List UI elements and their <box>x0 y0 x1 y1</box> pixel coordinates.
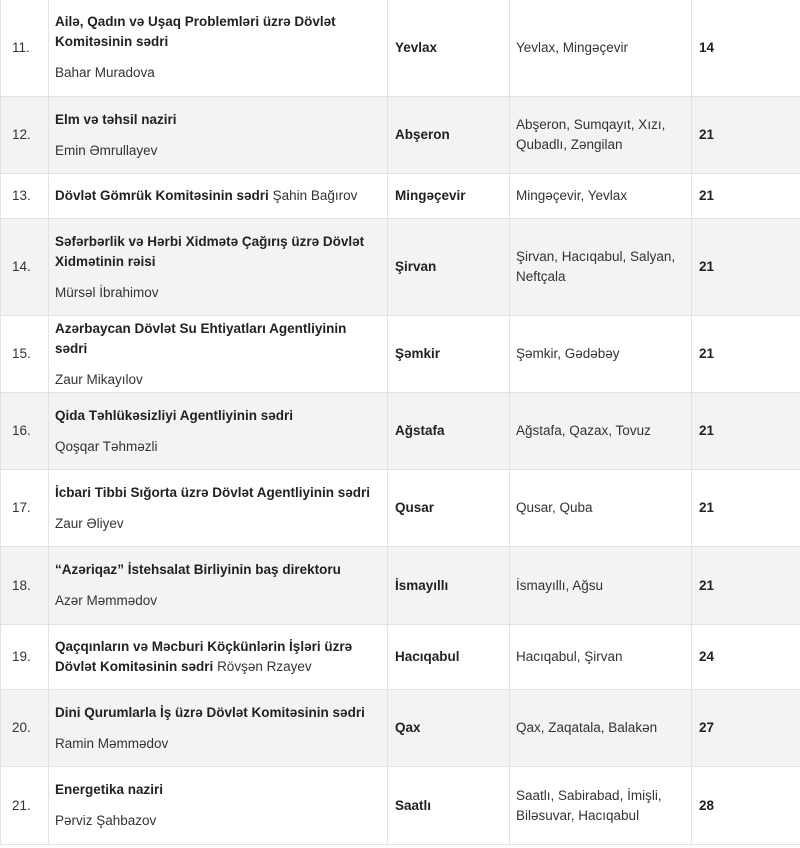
row-number: 21. <box>1 767 49 845</box>
official-name: Zaur Əliyev <box>55 515 124 531</box>
city-cell: İsmayıllı <box>388 547 510 625</box>
table-row <box>1 97 800 174</box>
city-cell: Qax <box>388 690 510 767</box>
count-cell: 21 <box>692 393 800 470</box>
official-name: Mürsəl İbrahimov <box>55 284 159 300</box>
regions-cell: Abşeron, Sumqayıt, Xızı, Qubadlı, Zəngilan <box>510 97 692 174</box>
position-cell <box>49 547 388 625</box>
row-number: 20. <box>1 690 49 767</box>
row-number: 18. <box>1 547 49 625</box>
table-row <box>1 767 800 845</box>
city-cell: Mingəçevir <box>388 174 510 219</box>
official-name: Şahin Bağırov <box>272 188 358 203</box>
table-row <box>1 547 800 625</box>
count-cell: 21 <box>692 316 800 393</box>
regions-cell: Qax, Zaqatala, Balakən <box>510 690 692 767</box>
regions-cell: Şirvan, Hacıqabul, Salyan, Neftçala <box>510 219 692 316</box>
row-number: 19. <box>1 625 49 690</box>
position-title: Ailə, Qadın və Uşaq Problemləri üzrə Dövlət Komitəsinin sədri <box>55 14 336 49</box>
regions-cell: Saatlı, Sabirabad, İmişli, Biləsuvar, Hacıqabul <box>510 767 692 845</box>
official-name: Azər Məmmədov <box>55 593 158 608</box>
city-cell: Saatlı <box>388 767 510 845</box>
official-name: Rövşən Rzayev <box>217 659 312 674</box>
regions-cell: Mingəçevir, Yevlax <box>510 174 692 219</box>
table-row <box>1 625 800 690</box>
count-cell: 14 <box>692 0 800 97</box>
position-title: Azərbaycan Dövlət Su Ehtiyatları Agentliyinin sədri <box>55 320 347 356</box>
regions-cell: Yevlax, Mingəçevir <box>510 0 692 97</box>
position-title: Dini Qurumlarla İş üzrə Dövlət Komitəsinin sədri <box>55 704 365 720</box>
row-number: 15. <box>1 316 49 393</box>
official-name: Qoşqar Təhməzli <box>55 438 158 454</box>
row-number: 12. <box>1 97 49 174</box>
official-name: Bahar Muradova <box>55 65 155 80</box>
position-cell <box>49 0 388 97</box>
position-cell <box>49 316 388 393</box>
city-cell: Şirvan <box>388 219 510 316</box>
count-cell: 21 <box>692 97 800 174</box>
table-row <box>1 174 800 219</box>
position-title: Səfərbərlik və Hərbi Xidmətə Çağırış üzrə Dövlət Xidmətinin rəisi <box>55 233 365 269</box>
position-cell <box>49 174 388 219</box>
regions-cell: Hacıqabul, Şirvan <box>510 625 692 690</box>
count-cell: 28 <box>692 767 800 845</box>
table-row <box>1 470 800 547</box>
count-cell: 21 <box>692 547 800 625</box>
position-title: Dövlət Gömrük Komitəsinin sədri <box>55 188 269 203</box>
count-cell: 24 <box>692 625 800 690</box>
table-row <box>1 219 800 316</box>
position-title: Energetika naziri <box>55 782 164 797</box>
position-title: Elm və təhsil naziri <box>55 111 177 127</box>
official-name: Pərviz Şahbazov <box>55 813 157 828</box>
position-cell <box>49 625 388 690</box>
position-cell <box>49 219 388 316</box>
position-cell <box>49 97 388 174</box>
regions-cell: Qusar, Quba <box>510 470 692 547</box>
official-name: Emin Əmrullayev <box>55 142 158 158</box>
count-cell: 27 <box>692 690 800 767</box>
table-row <box>1 316 800 393</box>
position-cell <box>49 470 388 547</box>
city-cell: Abşeron <box>388 97 510 174</box>
table-row <box>1 690 800 767</box>
city-cell: Hacıqabul <box>388 625 510 690</box>
count-cell: 21 <box>692 219 800 316</box>
count-cell: 21 <box>692 174 800 219</box>
position-cell <box>49 393 388 470</box>
city-cell: Yevlax <box>388 0 510 97</box>
position-title: İcbari Tibbi Sığorta üzrə Dövlət Agentliyinin sədri <box>55 484 371 500</box>
city-cell: Ağstafa <box>388 393 510 470</box>
row-number: 16. <box>1 393 49 470</box>
regions-cell: Şəmkir, Gədəbəy <box>510 316 692 393</box>
city-cell: Şəmkir <box>388 316 510 393</box>
regions-cell: İsmayıllı, Ağsu <box>510 547 692 625</box>
row-number: 13. <box>1 174 49 219</box>
count-cell: 21 <box>692 470 800 547</box>
row-number: 11. <box>1 0 49 97</box>
position-title: “Azəriqaz” İstehsalat Birliyinin baş direktoru <box>55 562 341 577</box>
position-title: Qida Təhlükəsizliyi Agentliyinin sədri <box>55 407 294 423</box>
position-title: Qaçqınların və Məcburi Köçkünlərin İşləri üzrə Dövlət Komitəsinin sədri <box>55 639 353 674</box>
position-cell <box>49 690 388 767</box>
official-name: Zaur Mikayılov <box>55 371 143 387</box>
row-number: 17. <box>1 470 49 547</box>
table-row <box>1 0 800 97</box>
table-row <box>1 393 800 470</box>
position-cell <box>49 767 388 845</box>
city-cell: Qusar <box>388 470 510 547</box>
row-number: 14. <box>1 219 49 316</box>
official-name: Ramin Məmmədov <box>55 735 169 751</box>
regions-cell: Ağstafa, Qazax, Tovuz <box>510 393 692 470</box>
